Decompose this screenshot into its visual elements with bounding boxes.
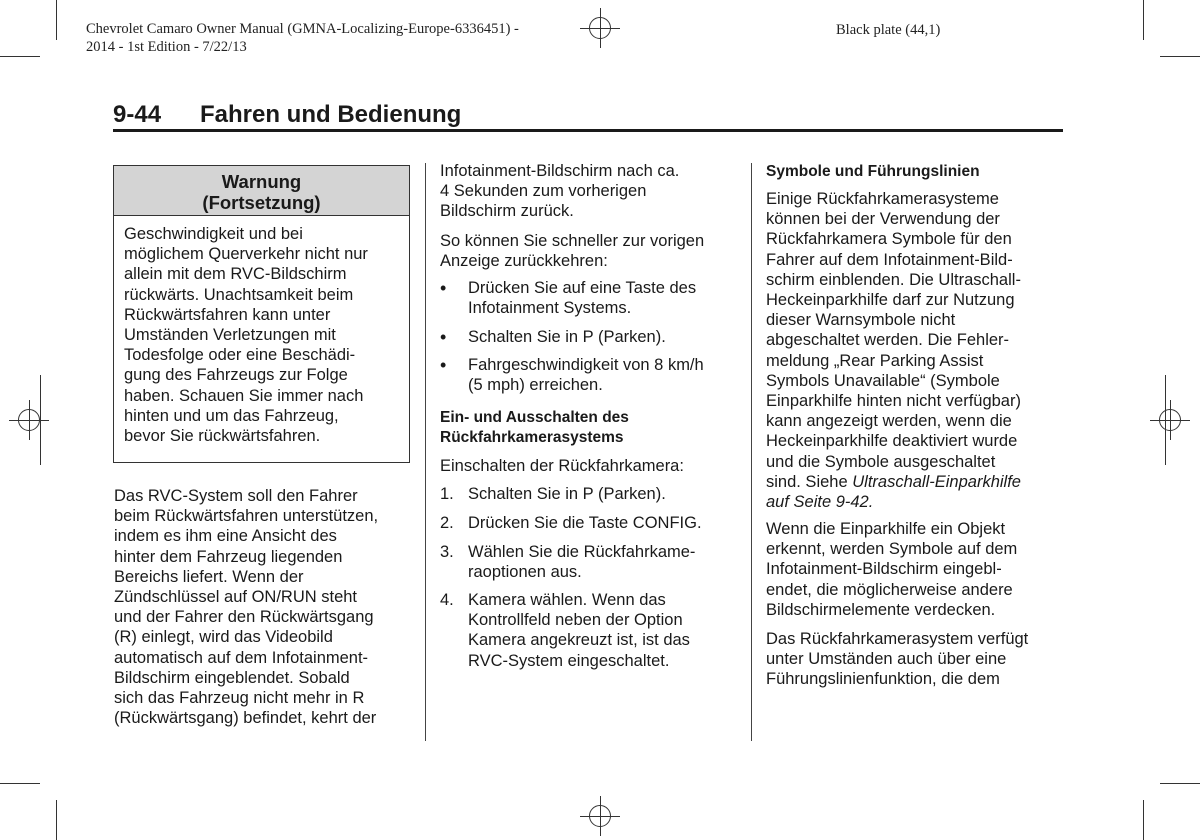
crop-mark <box>56 0 57 40</box>
text-line: Bereichs liefert. Wenn der <box>114 567 304 586</box>
col2-lead: Einschalten der Rückfahrkamera: <box>440 457 684 475</box>
text-line: rückwärts. Unachtsamkeit beim <box>124 285 354 304</box>
registration-mark-icon <box>580 8 620 48</box>
text-line: Kontrollfeld neben der Option <box>468 611 683 630</box>
text-line: erkennt, werden Symbole auf dem <box>766 540 1018 559</box>
text-line: Rückfahrkamerasystems <box>440 429 624 446</box>
header-line: 2014 - 1st Edition - 7/22/13 <box>86 39 247 55</box>
text-line: RVC-System eingeschaltet. <box>468 651 670 670</box>
text-line: Einparkhilfe hinten nicht verfügbar) <box>766 392 1021 411</box>
text-line: kann angezeigt werden, wenn die <box>766 412 1012 431</box>
text-line: Einige Rückfahrkamerasysteme <box>766 190 999 208</box>
text-line: bevor Sie rückwärtsfahren. <box>124 427 321 446</box>
text-line: Bildschirm eingeblendet. Sobald <box>114 668 350 687</box>
registration-mark-icon <box>1150 400 1190 440</box>
text-line: Führungslinienfunktion, die dem <box>766 670 1000 689</box>
section-subheading: Symbole und Führungslinien <box>766 163 980 180</box>
text-line: Symbols Unavailable“ (Symbole <box>766 371 1000 390</box>
crop-mark <box>0 56 40 57</box>
col1-paragraph <box>114 486 419 728</box>
cross-reference-link[interactable]: Ultraschall-Einparkhilfe <box>852 472 1021 491</box>
text-line: Infotainment-Bildschirm eingebl- <box>766 560 1002 579</box>
col2-intro <box>440 161 745 222</box>
text-line: indem es ihm eine Ansicht des <box>114 527 337 546</box>
text-line: endet, die möglicherweise andere <box>766 580 1013 599</box>
text-line: Bildschirm zurück. <box>440 202 574 221</box>
text-line: automatisch auf dem Infotainment- <box>114 648 369 667</box>
text-line: hinter dem Fahrzeug liegenden <box>114 547 343 566</box>
col3-paragraph <box>766 189 1066 512</box>
text-line: Zündschlüssel auf ON/RUN steht <box>114 588 358 607</box>
text-line: Ein- und Ausschalten des <box>440 409 629 426</box>
col3-paragraph <box>766 519 1066 620</box>
step-number: 3. <box>440 543 454 561</box>
registration-mark-icon <box>580 796 620 836</box>
text-line: Drücken Sie auf eine Taste des <box>468 279 697 297</box>
text-line: Wählen Sie die Rückfahrkame- <box>468 543 696 561</box>
title-rule <box>113 129 1063 132</box>
warning-body <box>124 224 404 446</box>
text-line: Anzeige zurückkehren: <box>440 252 608 271</box>
text-line: und die Symbole ausgeschaltet <box>766 452 996 471</box>
text-line: hinten und um das Fahrzeug, <box>124 406 339 425</box>
text-line: meldung „Rear Parking Assist <box>766 351 984 370</box>
header-line: Chevrolet Camaro Owner Manual (GMNA-Localizing-Europe-6336451) - <box>86 21 519 37</box>
text-line: beim Rückwärtsfahren unterstützen, <box>114 507 379 526</box>
column-divider <box>425 163 426 741</box>
text-line: Das Rückfahrkamerasystem verfügt <box>766 630 1029 648</box>
text-line: Heckeinparkhilfe darf zur Nutzung <box>766 291 1015 310</box>
col2-paragraph <box>440 231 745 271</box>
text-line: Bildschirmelemente verdecken. <box>766 600 996 619</box>
text-line: Schalten Sie in P (Parken). <box>468 328 666 346</box>
bullet-marker: • <box>440 278 447 298</box>
crop-mark <box>1160 783 1200 784</box>
text-line: Rückwärtsfahren kann unter <box>124 305 331 324</box>
text-line: möglichem Querverkehr nicht nur <box>124 245 368 264</box>
text-line <box>766 472 1066 492</box>
crop-mark <box>56 800 57 840</box>
warning-box <box>113 165 410 463</box>
text-line: Infotainment Systems. <box>468 299 632 318</box>
bullet-marker: • <box>440 327 447 347</box>
text-line: abgeschaltet werden. Die Fehler- <box>766 331 1010 350</box>
text-line: 4 Sekunden zum vorherigen <box>440 182 647 201</box>
step-number: 2. <box>440 514 454 532</box>
text-line: können bei der Verwendung der <box>766 210 1000 229</box>
text-line: So können Sie schneller zur vorigen <box>440 232 705 250</box>
step-number: 1. <box>440 485 454 503</box>
text-line: Heckeinparkhilfe deaktiviert wurde <box>766 432 1018 451</box>
plate-label: Black plate (44,1) <box>836 22 941 38</box>
text-line: Das RVC-System soll den Fahrer <box>114 487 358 505</box>
text-line: Todesfolge oder eine Beschädi- <box>124 346 356 365</box>
section-subheading <box>440 408 745 448</box>
text-line: Kamera angekreuzt ist, ist das <box>468 631 690 650</box>
registration-mark-icon <box>9 400 49 440</box>
page-number: 9-44 <box>113 101 162 128</box>
crop-mark <box>1143 0 1144 40</box>
text-line: (5 mph) erreichen. <box>468 376 603 395</box>
text-line: und der Fahrer den Rückwärtsgang <box>114 608 374 627</box>
col3-paragraph <box>766 629 1066 690</box>
text-line: (R) einlegt, wird das Videobild <box>114 628 333 647</box>
text-line: Schalten Sie in P (Parken). <box>468 485 666 503</box>
text-line: sich das Fahrzeug nicht mehr in R <box>114 689 365 708</box>
crop-mark <box>0 783 40 784</box>
warning-subtitle: (Fortsetzung) <box>202 192 321 213</box>
page-title: Fahren und Bedienung <box>200 101 462 128</box>
text-line: Infotainment-Bildschirm nach ca. <box>440 162 680 180</box>
text-line: unter Umständen auch über eine <box>766 650 1007 669</box>
warning-title: Warnung <box>221 171 302 192</box>
text-line: schirm einblenden. Die Ultraschall- <box>766 270 1021 289</box>
text-line: allein mit dem RVC-Bildschirm <box>124 265 347 284</box>
text-line: raoptionen aus. <box>468 563 582 582</box>
crop-mark <box>1160 56 1200 57</box>
text-line: (Rückwärtsgang) befindet, kehrt der <box>114 709 377 728</box>
print-header <box>86 20 519 56</box>
text-line: gung des Fahrzeugs zur Folge <box>124 366 348 385</box>
text-line: haben. Schauen Sie immer nach <box>124 386 364 405</box>
text-segment: sind. Siehe <box>766 472 853 491</box>
text-line: Rückfahrkamera Symbole für den <box>766 230 1012 249</box>
text-line: Fahrer auf dem Infotainment-Bild- <box>766 250 1013 269</box>
step-number: 4. <box>440 591 454 609</box>
text-line: Umständen Verletzungen mit <box>124 326 336 345</box>
cross-reference-link[interactable]: auf Seite 9-42. <box>766 493 874 512</box>
crop-mark <box>1143 800 1144 840</box>
column-divider <box>751 163 752 741</box>
text-line: Geschwindigkeit und bei <box>124 225 303 243</box>
text-line: Drücken Sie die Taste CONFIG. <box>468 514 702 532</box>
text-line: Wenn die Einparkhilfe ein Objekt <box>766 520 1006 538</box>
text-line: Kamera wählen. Wenn das <box>468 591 666 609</box>
warning-header <box>114 166 409 216</box>
bullet-marker: • <box>440 355 447 375</box>
text-line: dieser Warnsymbole nicht <box>766 311 956 330</box>
text-line: Fahrgeschwindigkeit von 8 km/h <box>468 356 704 374</box>
